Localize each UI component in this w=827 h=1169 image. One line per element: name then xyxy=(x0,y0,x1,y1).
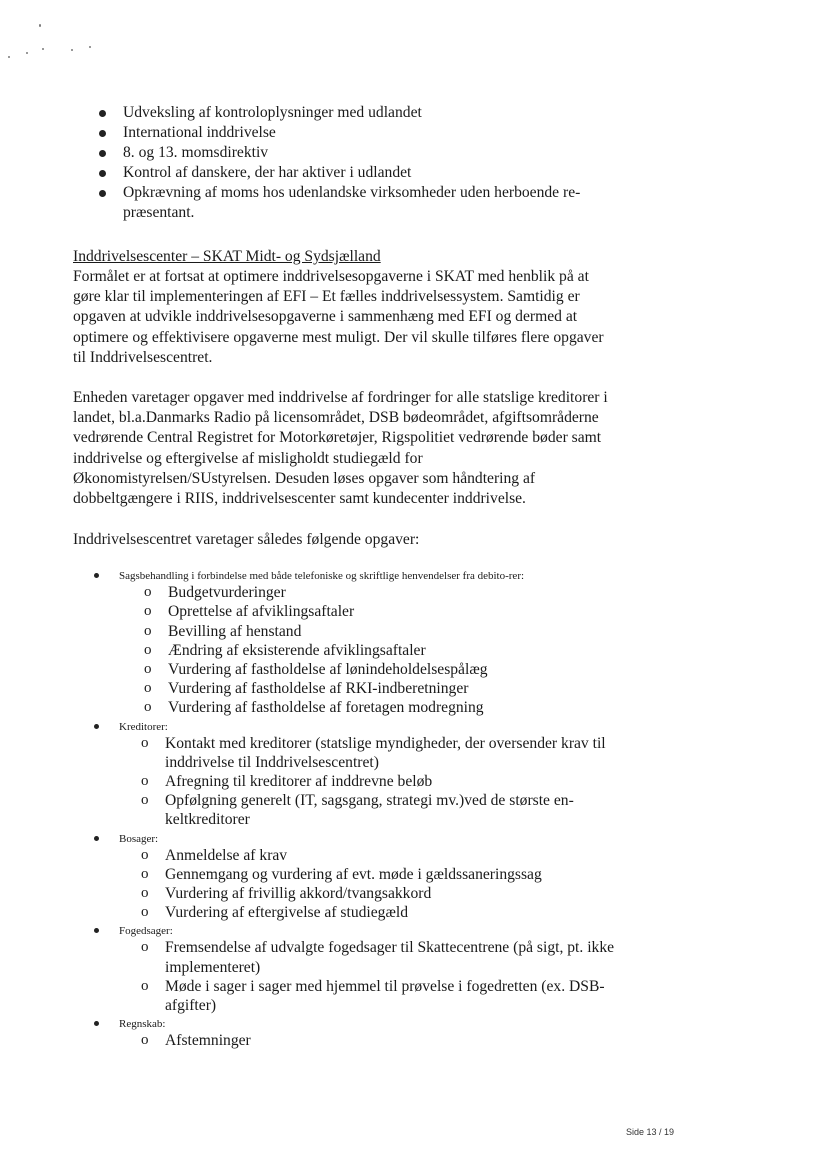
circle-bullet-icon: o xyxy=(144,661,152,678)
task-item xyxy=(73,734,618,772)
bullet-icon xyxy=(94,724,99,729)
circle-bullet-icon: o xyxy=(141,1032,149,1049)
circle-bullet-icon: o xyxy=(141,846,149,863)
top-bullet-item xyxy=(73,163,618,183)
category-label: Fogedsager: xyxy=(119,925,173,938)
task-text: Fremsendelse af udvalgte fogedsager til Skattecentrene (på sigt, pt. ikke implementeret) xyxy=(165,939,615,976)
speck xyxy=(71,49,73,51)
task-category xyxy=(73,720,618,734)
task-list xyxy=(73,569,618,1050)
circle-bullet-icon: o xyxy=(144,584,152,601)
task-item xyxy=(73,977,618,1015)
task-item xyxy=(73,660,618,679)
task-item xyxy=(73,583,618,602)
top-bullet-list xyxy=(73,103,618,223)
category-label: Sagsbehandling i forbindelse med både telefoniske og skriftlige henvendelser fra debito-rer: xyxy=(119,570,525,583)
bullet-icon xyxy=(94,1021,99,1026)
category-label: Kreditorer: xyxy=(119,720,168,733)
speck xyxy=(8,56,10,58)
task-item xyxy=(73,865,618,884)
task-item xyxy=(73,602,618,621)
top-bullet-item xyxy=(73,183,618,223)
bullet-text: 8. og 13. momsdirektiv xyxy=(123,144,269,161)
task-category xyxy=(73,1017,618,1031)
bullet-text: International inddrivelse xyxy=(123,124,276,141)
task-item xyxy=(73,1031,618,1050)
circle-bullet-icon: o xyxy=(141,792,149,809)
speck xyxy=(39,24,41,27)
task-text: Gennemgang og vurdering af evt. møde i gældssaneringssag xyxy=(165,865,542,883)
task-item xyxy=(73,938,618,976)
circle-bullet-icon: o xyxy=(141,939,149,956)
circle-bullet-icon: o xyxy=(144,680,152,697)
paragraph-purpose: Formålet er at fortsat at optimere inddrivelsesopgaverne i SKAT med henblik på at gøre klar til implementeringen af EFI – Et fælles inddrivelsessystem. Samtidig er opgaven at udvikle inddrivelsesopgaverne i sammenhæng med EFI og dermed at optimere og effektivisere opgaverne mest muligt. Der vil skulle tilføres flere opgaver til Inddrivelsescentret. xyxy=(73,268,604,366)
task-text: Opfølgning generelt (IT, sagsgang, strategi mv.)ved de største en-keltkreditorer xyxy=(165,792,574,829)
task-item xyxy=(73,772,618,791)
top-bullet-item xyxy=(73,103,618,123)
category-label: Bosager: xyxy=(119,832,159,845)
page-content xyxy=(73,103,618,1051)
task-sublist xyxy=(73,734,618,830)
task-text: Oprettelse af afviklingsaftaler xyxy=(168,603,355,621)
paragraph-tasks: Enheden varetager opgaver med inddrivelse af fordringer for alle statslige kreditorer i landet, bl.a.Danmarks Radio på licensområdet, DSB bødeområdet, afgiftsområderne vedrørende Central Registret for Motorkøretøjer, Rigspolitiet vedrørende bøder samt inddrivelse og eftergivelse af misligholdt studiegæld for Økonomistyrelsen/SUstyrelsen. Desuden løses opgaver som håndtering af dobbeltgængere i RIIS, inddrivelsescenter samt kundecenter inddrivelse. xyxy=(73,389,608,508)
task-sublist xyxy=(73,938,618,1015)
bullet-icon xyxy=(99,130,106,137)
task-text: Vurdering af fastholdelse af foretagen modregning xyxy=(168,699,484,717)
bullet-icon xyxy=(99,150,106,157)
top-bullet-item xyxy=(73,123,618,143)
task-text: Bevilling af henstand xyxy=(168,622,302,640)
task-text: Anmeldelse af krav xyxy=(165,846,288,864)
bullet-icon xyxy=(94,836,99,841)
circle-bullet-icon: o xyxy=(141,734,149,751)
task-text: Vurdering af fastholdelse af lønindeholdelsespålæg xyxy=(168,661,488,679)
circle-bullet-icon: o xyxy=(141,904,149,921)
task-text: Afregning til kreditorer af inddrevne beløb xyxy=(165,773,433,791)
task-text: Afstemninger xyxy=(165,1032,251,1050)
task-item xyxy=(73,903,618,922)
page-number: Side 13 / 19 xyxy=(626,1127,675,1137)
task-text: Vurdering af fastholdelse af RKI-indberetninger xyxy=(168,680,469,698)
scan-specks xyxy=(0,0,120,70)
circle-bullet-icon: o xyxy=(144,622,152,639)
task-category xyxy=(73,832,618,846)
task-sublist xyxy=(73,1031,618,1050)
task-category xyxy=(73,569,618,583)
task-item xyxy=(73,622,618,641)
bullet-text: Kontrol af danskere, der har aktiver i udlandet xyxy=(123,164,412,181)
bullet-text: Opkrævning af moms hos udenlandske virksomheder uden herboende re-præsentant. xyxy=(123,184,581,221)
task-text: Vurdering af frivillig akkord/tvangsakkord xyxy=(165,885,432,903)
task-item xyxy=(73,791,618,829)
task-sublist xyxy=(73,846,618,923)
bullet-text: Udveksling af kontroloplysninger med udlandet xyxy=(123,104,422,121)
task-item xyxy=(73,884,618,903)
bullet-icon xyxy=(99,170,106,177)
bullet-icon xyxy=(94,928,99,933)
circle-bullet-icon: o xyxy=(144,641,152,658)
bullet-icon xyxy=(99,190,106,197)
circle-bullet-icon: o xyxy=(141,977,149,994)
circle-bullet-icon: o xyxy=(141,865,149,882)
category-label: Regnskab: xyxy=(119,1018,166,1031)
task-text: Vurdering af eftergivelse af studiegæld xyxy=(165,904,408,922)
task-text: Møde i sager i sager med hjemmel til prøvelse i fogedretten (ex. DSB-afgifter) xyxy=(165,977,605,1015)
bullet-icon xyxy=(94,573,99,578)
top-bullet-item xyxy=(73,143,618,163)
speck xyxy=(89,46,91,48)
task-text: Ændring af eksisterende afviklingsaftaler xyxy=(168,641,426,659)
speck xyxy=(42,48,44,50)
bullet-icon xyxy=(99,110,106,117)
task-item xyxy=(73,846,618,865)
task-item xyxy=(73,698,618,717)
task-item xyxy=(73,679,618,698)
circle-bullet-icon: o xyxy=(141,773,149,790)
circle-bullet-icon: o xyxy=(144,699,152,716)
task-text: Budgetvurderinger xyxy=(168,584,286,602)
task-intro: Inddrivelsescentret varetager således følgende opgaver: xyxy=(73,531,420,549)
task-category xyxy=(73,924,618,938)
task-text: Kontakt med kreditorer (statslige myndigheder, der oversender krav til inddrivelse til Inddrivelsescentret) xyxy=(165,734,606,771)
task-item xyxy=(73,641,618,660)
task-sublist xyxy=(73,583,618,717)
section-title: Inddrivelsescenter – SKAT Midt- og Sydsjælland xyxy=(73,248,381,265)
circle-bullet-icon: o xyxy=(141,885,149,902)
speck xyxy=(26,52,28,54)
circle-bullet-icon: o xyxy=(144,603,152,620)
